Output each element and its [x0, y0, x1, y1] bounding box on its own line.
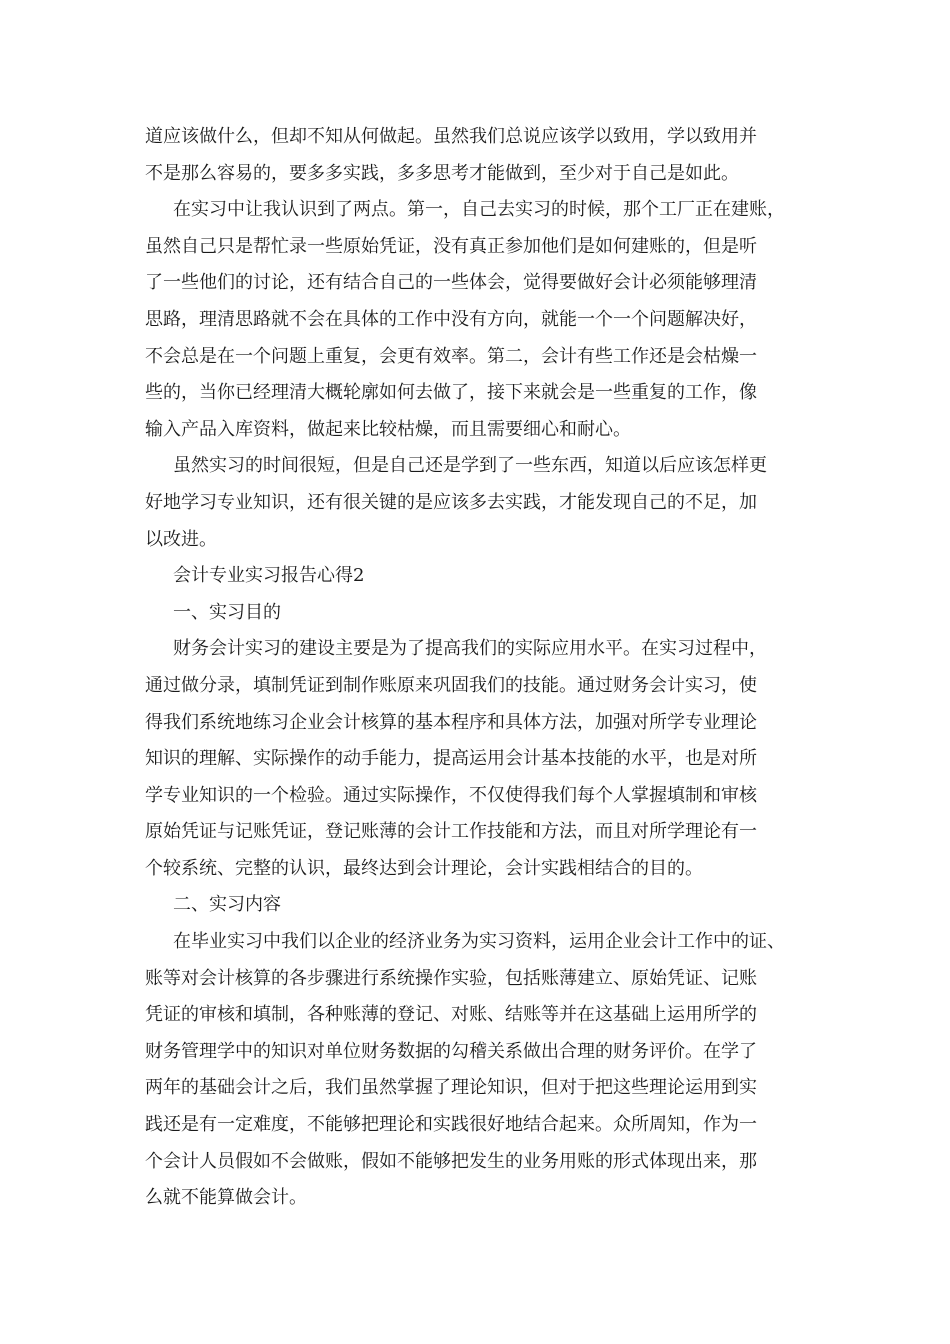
text-line: 不是那么容易的，要多多实践，多多思考才能做到，至少对于自己是如此。 [145, 162, 739, 184]
text-line: 么就不能算做会计。 [145, 1187, 307, 1209]
text-line: 些的，当你已经理清大概轮廓如何去做了，接下来就会是一些重复的工作，像 [145, 382, 757, 404]
text-line: 好地学习专业知识，还有很关键的是应该多去实践，才能发现自己的不足，加 [145, 491, 757, 513]
text-line: 以改进。 [145, 528, 217, 550]
text-line: 一、实习目的 [173, 601, 281, 623]
body-text [145, 119, 825, 1217]
text-line: 个会计人员假如不会做账，假如不能够把发生的业务用账的形式体现出来，那 [145, 1150, 757, 1172]
text-line: 会计专业实习报告心得2 [173, 565, 365, 587]
text-line: 虽然实习的时间很短，但是自己还是学到了一些东西，知道以后应该怎样更 [173, 455, 767, 477]
text-line: 道应该做什么，但却不知从何做起。虽然我们总说应该学以致用，学以致用并 [145, 126, 757, 147]
text-line: 得我们系统地练习企业会计核算的基本程序和具体方法，加强对所学专业理论 [145, 711, 757, 733]
text-line: 个较系统、完整的认识，最终达到会计理论，会计实践相结合的目的。 [145, 857, 703, 879]
text-line: 知识的理解、实际操作的动手能力，提高运用会计基本技能的水平，也是对所 [145, 748, 757, 770]
text-line: 在毕业实习中我们以企业的经济业务为实习资料，运用企业会计工作中的证、 [173, 931, 785, 953]
text-line: 两年的基础会计之后，我们虽然掌握了理论知识，但对于把这些理论运用到实 [145, 1077, 757, 1099]
text-line: 输入产品入库资料，做起来比较枯燥，而且需要细心和耐心。 [145, 418, 631, 440]
text-line: 了一些他们的讨论，还有结合自己的一些体会，觉得要做好会计必须能够理清 [145, 272, 757, 294]
text-line: 不会总是在一个问题上重复，会更有效率。第二，会计有些工作还是会枯燥一 [145, 345, 757, 367]
text-line: 账等对会计核算的各步骤进行系统操作实验，包括账薄建立、原始凭证、记账 [145, 967, 757, 989]
text-line: 凭证的审核和填制，各种账薄的登记、对账、结账等并在这基础上运用所学的 [145, 1004, 757, 1026]
text-line: 学专业知识的一个检验。通过实际操作，不仅使得我们每个人掌握填制和审核 [145, 784, 757, 806]
text-line: 思路，理清思路就不会在具体的工作中没有方向，就能一个一个问题解决好， [145, 308, 757, 330]
text-line: 二、实习内容 [173, 894, 281, 916]
text-line: 财务管理学中的知识对单位财务数据的勾稽关系做出合理的财务评价。在学了 [145, 1040, 757, 1062]
text-line: 践还是有一定难度，不能够把理论和实践很好地结合起来。众所周知，作为一 [145, 1114, 757, 1136]
text-line: 虽然自己只是帮忙录一些原始凭证，没有真正参加他们是如何建账的，但是听 [145, 235, 757, 257]
text-line: 通过做分录，填制凭证到制作账原来巩固我们的技能。通过财务会计实习，使 [145, 674, 757, 696]
text-line: 在实习中让我认识到了两点。第一，自己去实习的时候，那个工厂正在建账， [173, 199, 785, 221]
text-line: 财务会计实习的建设主要是为了提高我们的实际应用水平。在实习过程中， [173, 638, 767, 660]
text-line: 原始凭证与记账凭证，登记账薄的会计工作技能和方法，而且对所学理论有一 [145, 821, 757, 843]
